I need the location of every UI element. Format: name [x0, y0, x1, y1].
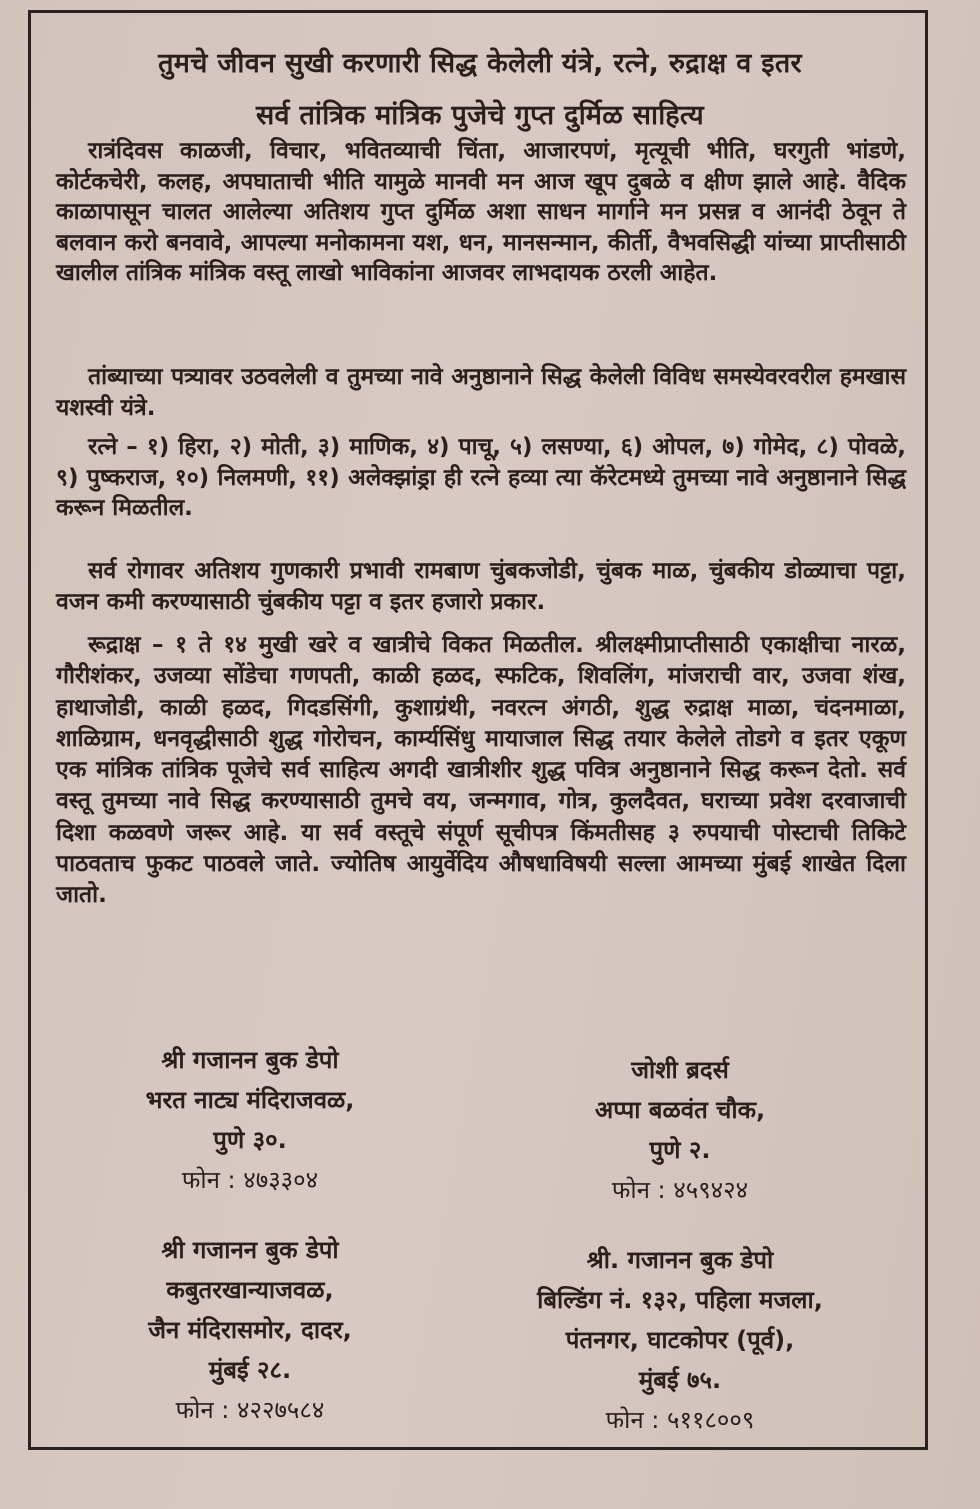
address-line: पुणे २. [649, 1136, 711, 1164]
magnet-paragraph: सर्व रोगावर अतिशय गुणकारी प्रभावी रामबाण चुंबकजोडी, चुंबक माळ, चुंबकीय डोळ्याचा पट्टा, वजन कमी करण्यासाठी चुंबकीय पट्टा व इतर हजारो प्रकार. [56, 558, 906, 615]
address-line: अप्पा बळवंत चौक, [594, 1096, 766, 1124]
address-block-dadar [50, 1230, 450, 1430]
address-line: पंतनगर, घाटकोपर (पूर्व), [565, 1326, 795, 1354]
rudraksha-paragraph: रूद्राक्ष – १ ते १४ मुखी खरे व खात्रीचे विकत मिळतील. श्रीलक्ष्मीप्राप्तीसाठी एकाक्षीचा नारळ, गौरीशंकर, उजव्या सोंडेचा गणपती, काळी हळद, स्फटिक, शिवलिंग, मांजराची वार, उजवा शंख, हाथाजोडी, काळी हळद, गिदडसिंगी, कुशाग्रंथी, नवरत्न अंगठी, शुद्ध रुद्राक्ष माळा, चंदनमाळा, शाळिग्राम, धनवृद्धीसाठी शुद्ध गोरोचन, कार्म्यसिंधु मायाजाल सिद्ध तयार केलेले तोडगे व इतर एकूण एक मांत्रिक तांत्रिक पूजेचे सर्व साहित्य अगदी खात्रीशीर शुद्ध पवित्र अनुष्ठानाने सिद्ध करून देतो. सर्व वस्तू तुमच्या नावे सिद्ध करण्यासाठी तुमचे वय, जन्मगाव, गोत्र, कुलदैवत, घराच्या प्रवेश दरवाजाची दिशा कळवणे जरूर आहे. या सर्व वस्तूचे संपूर्ण सूचीपत्र किंमतीसह ३ रुपयाची पोस्टाची तिकिटे पाठवताच फुकट पाठवले जाते. ज्योतिष आयुर्वेदिय औषधाविषयी सल्ला आमच्या मुंबई शाखेत दिला जातो. [56, 632, 906, 909]
phone-number: फोन : ४५९४२४ [611, 1176, 749, 1204]
address-line: पुणे ३०. [213, 1126, 287, 1154]
address-line: जैन मंदिरासमोर, दादर, [148, 1316, 352, 1344]
address-line: बिल्डिंग नं. १३२, पहिला मजला, [537, 1286, 823, 1314]
shop-name: श्री गजानन बुक डेपो [161, 1046, 339, 1074]
phone-number: फोन : ४७३३०४ [181, 1166, 319, 1194]
address-line: भरत नाट्य मंदिराजवळ, [145, 1086, 355, 1114]
headline-line-2: सर्व तांत्रिक मांत्रिक पुजेचे गुप्त दुर्मिळ साहित्य [255, 100, 705, 131]
phone-number: फोन : ५११८००९ [605, 1406, 755, 1434]
address-line: मुंबई २८. [208, 1356, 292, 1384]
headline-line-1: तुमचे जीवन सुखी करणारी सिद्ध केलेली यंत्रे, रत्ने, रुद्राक्ष व इतर [158, 48, 802, 79]
address-line: मुंबई ७५. [638, 1366, 722, 1394]
shop-name: जोशी ब्रदर्स [631, 1056, 729, 1084]
gemstones-paragraph: रत्ने – १) हिरा, २) मोती, ३) माणिक, ४) पाचू, ५) लसण्या, ६) ओपल, ७) गोमेद, ८) पोवळे, ९) पुष्कराज, १०) निलमणी, ११) अलेक्झांड्रा ही रत्ने हव्या त्या कॅरेटमध्ये तुमच्या नावे अनुष्ठानाने सिद्ध करून मिळतील. [56, 434, 906, 521]
shop-name: श्री गजानन बुक डेपो [161, 1236, 339, 1264]
shop-name: श्री. गजानन बुक डेपो [586, 1246, 774, 1274]
yantra-paragraph: तांब्याच्या पत्र्यावर उठवलेली व तुमच्या नावे अनुष्ठानाने सिद्ध केलेली विविध समस्येवरवरील हमखास यशस्वी यंत्रे. [56, 364, 906, 421]
address-block-joshi-brothers [480, 1050, 880, 1210]
address-block-pune-bharat-natya [50, 1040, 450, 1200]
intro-paragraph: रात्रंदिवस काळजी, विचार, भवितव्याची चिंता, आजारपणं, मृत्यूची भीति, घरगुती भांडणे, कोर्टकचेरी, कलह, अपघाताची भीति यामुळे मानवी मन आज खूप दुबळे व क्षीण झाले आहे. वैदिक काळापासून चालत आलेल्या अतिशय गुप्त दुर्मिळ अशा साधन मार्गाने मन प्रसन्न व आनंदी ठेवून ते बलवान करो बनवावे, आपल्या मनोकामना यश, धन, मानसन्मान, कीर्ती, वैभवसिद्धी यांच्या प्राप्तीसाठी खालील तांत्रिक मांत्रिक वस्तू लाखो भाविकांना आजवर लाभदायक ठरली आहेत. [56, 138, 906, 286]
address-block-ghatkopar [480, 1240, 880, 1440]
address-line: कबुतरखान्याजवळ, [166, 1276, 334, 1304]
phone-number: फोन : ४२२७५८४ [175, 1396, 325, 1424]
